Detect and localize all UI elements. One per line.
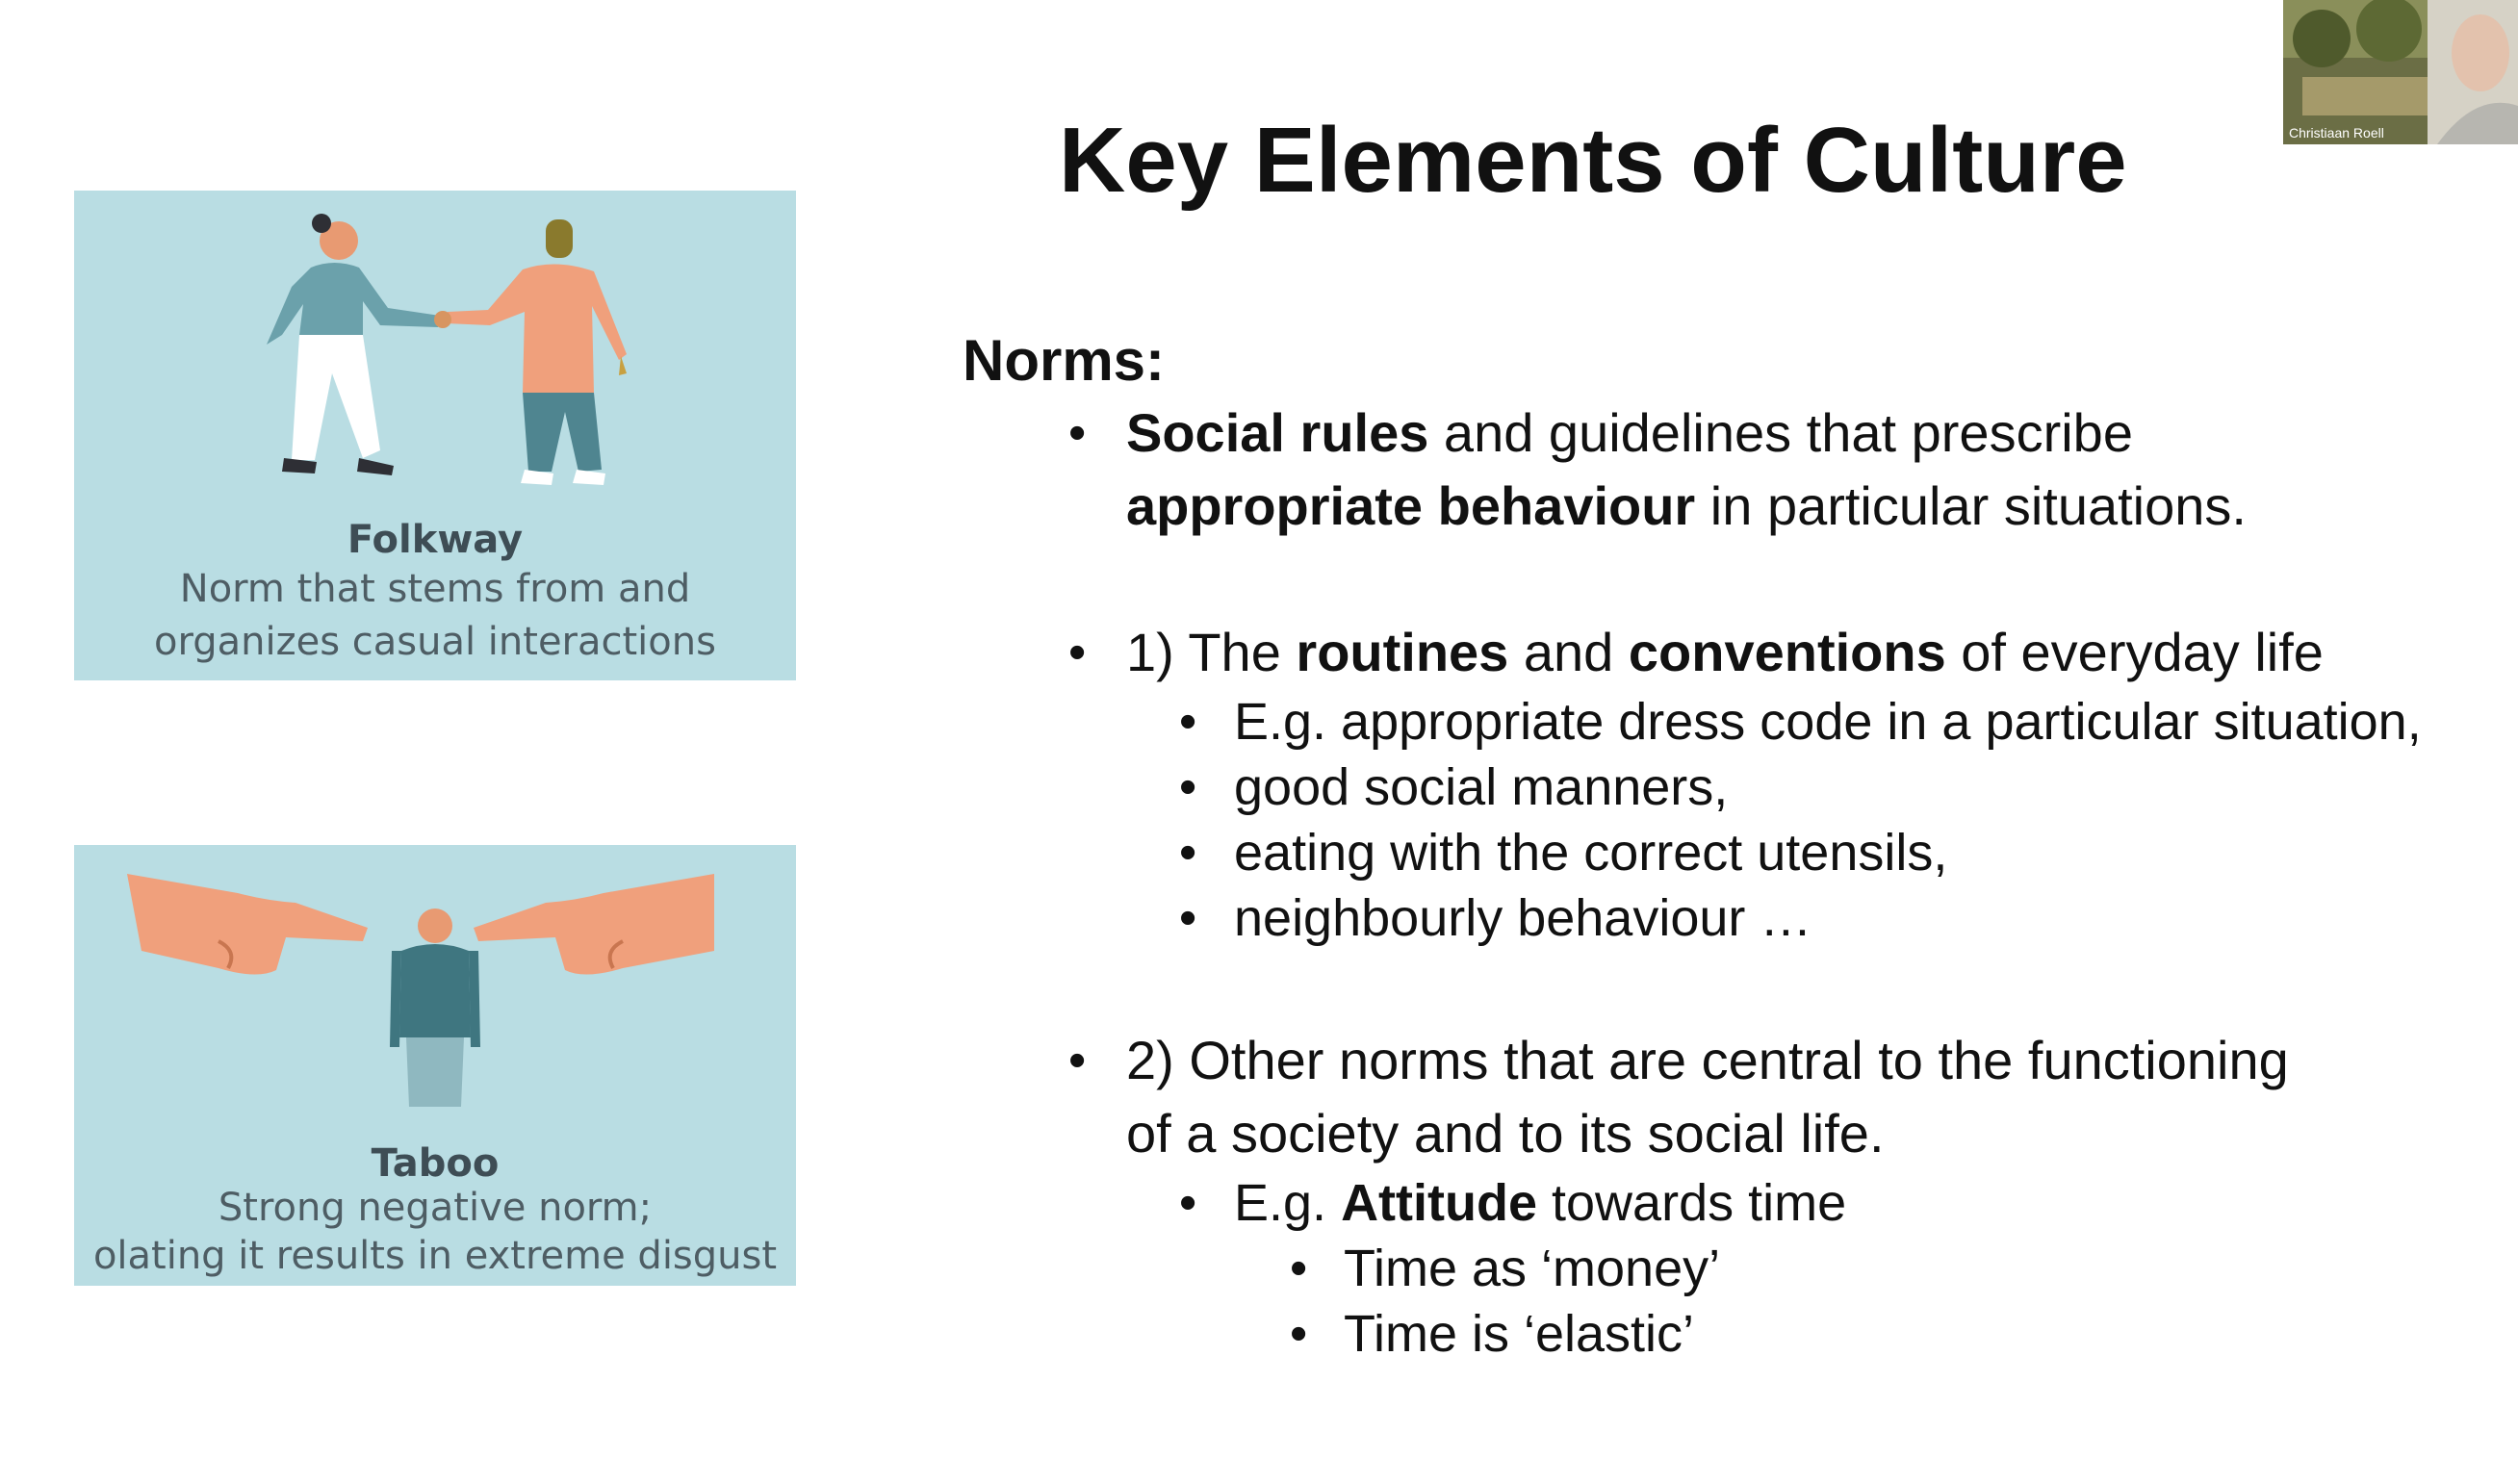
bullet-marker: • (1068, 405, 1087, 461)
taboo-card (74, 845, 796, 1286)
bullet-3-sub-bold: Attitude (1341, 1174, 1538, 1232)
bullet-2-text-3: of everyday life (1945, 622, 2324, 682)
bullet-2-sub-4: neighbourly behaviour … (1234, 889, 1812, 947)
bullet-3-subsub-1: Time as ‘money’ (1344, 1240, 1721, 1297)
participant-name: Christiaan Roell (2289, 125, 2384, 141)
bullet-marker: • (1068, 1033, 1087, 1088)
slide-title: Key Elements of Culture (1059, 109, 2127, 212)
bullet-3-subsub-2: Time is ‘elastic’ (1344, 1305, 1695, 1363)
bullet-3-sub-1 (1234, 1172, 1846, 1234)
bullet-1-text-2: in particular situations. (1695, 475, 2247, 536)
folkway-title: Folkway (347, 518, 524, 562)
bullet-2-sub-2: good social manners, (1234, 758, 1729, 816)
folkway-desc-line1: Norm that stems from and (179, 567, 691, 611)
bullet-1-line-2 (1126, 475, 2247, 537)
bullet-3-line-2: of a society and to its social life. (1126, 1103, 1885, 1164)
bullet-3-sub-suffix: towards time (1537, 1174, 1847, 1232)
taboo-desc-line1: Strong negative norm; (218, 1186, 653, 1230)
webcam-thumbnail[interactable] (2283, 0, 2518, 144)
subsub-bullet-marker: • (1290, 1306, 1308, 1362)
bullet-marker: • (1068, 625, 1087, 680)
bullet-2-line (1126, 622, 2324, 683)
taboo-description (74, 1184, 796, 1280)
sub-bullet-marker: • (1179, 759, 1197, 815)
bullet-2-sub-3: eating with the correct utensils, (1234, 824, 1948, 882)
sub-bullet-marker: • (1179, 694, 1197, 750)
bullet-2-bold-2: conventions (1628, 622, 1946, 682)
bullet-1-text-1: and guidelines that prescribe (1428, 402, 2133, 463)
bullet-2-bold-1: routines (1296, 622, 1509, 682)
bullet-1-line-1 (1126, 402, 2133, 464)
sub-bullet-marker: • (1179, 890, 1197, 946)
sub-bullet-marker: • (1179, 1175, 1197, 1231)
bullet-2-text-1: 1) The (1126, 622, 1297, 682)
taboo-desc-line2: olating it results in extreme disgust (92, 1234, 778, 1278)
folkway-description (74, 563, 796, 669)
bullet-3-sub-prefix: E.g. (1234, 1174, 1342, 1232)
taboo-title: Taboo (371, 1141, 500, 1186)
norms-heading: Norms: (963, 328, 1166, 393)
folkway-card (74, 191, 796, 680)
webcam-video-feed (2283, 0, 2518, 144)
bullet-1-bold-2: appropriate behaviour (1126, 475, 1696, 536)
bullet-1-bold-1: Social rules (1126, 402, 1429, 463)
bullet-2-sub-1: E.g. appropriate dress code in a particular situation, (1234, 693, 2422, 751)
sub-bullet-marker: • (1179, 825, 1197, 881)
folkway-desc-line2: organizes casual interactions (154, 620, 716, 664)
bullet-2-text-2: and (1508, 622, 1629, 682)
bullet-3-line-1: 2) Other norms that are central to the functioning (1126, 1030, 2289, 1090)
subsub-bullet-marker: • (1290, 1241, 1308, 1296)
